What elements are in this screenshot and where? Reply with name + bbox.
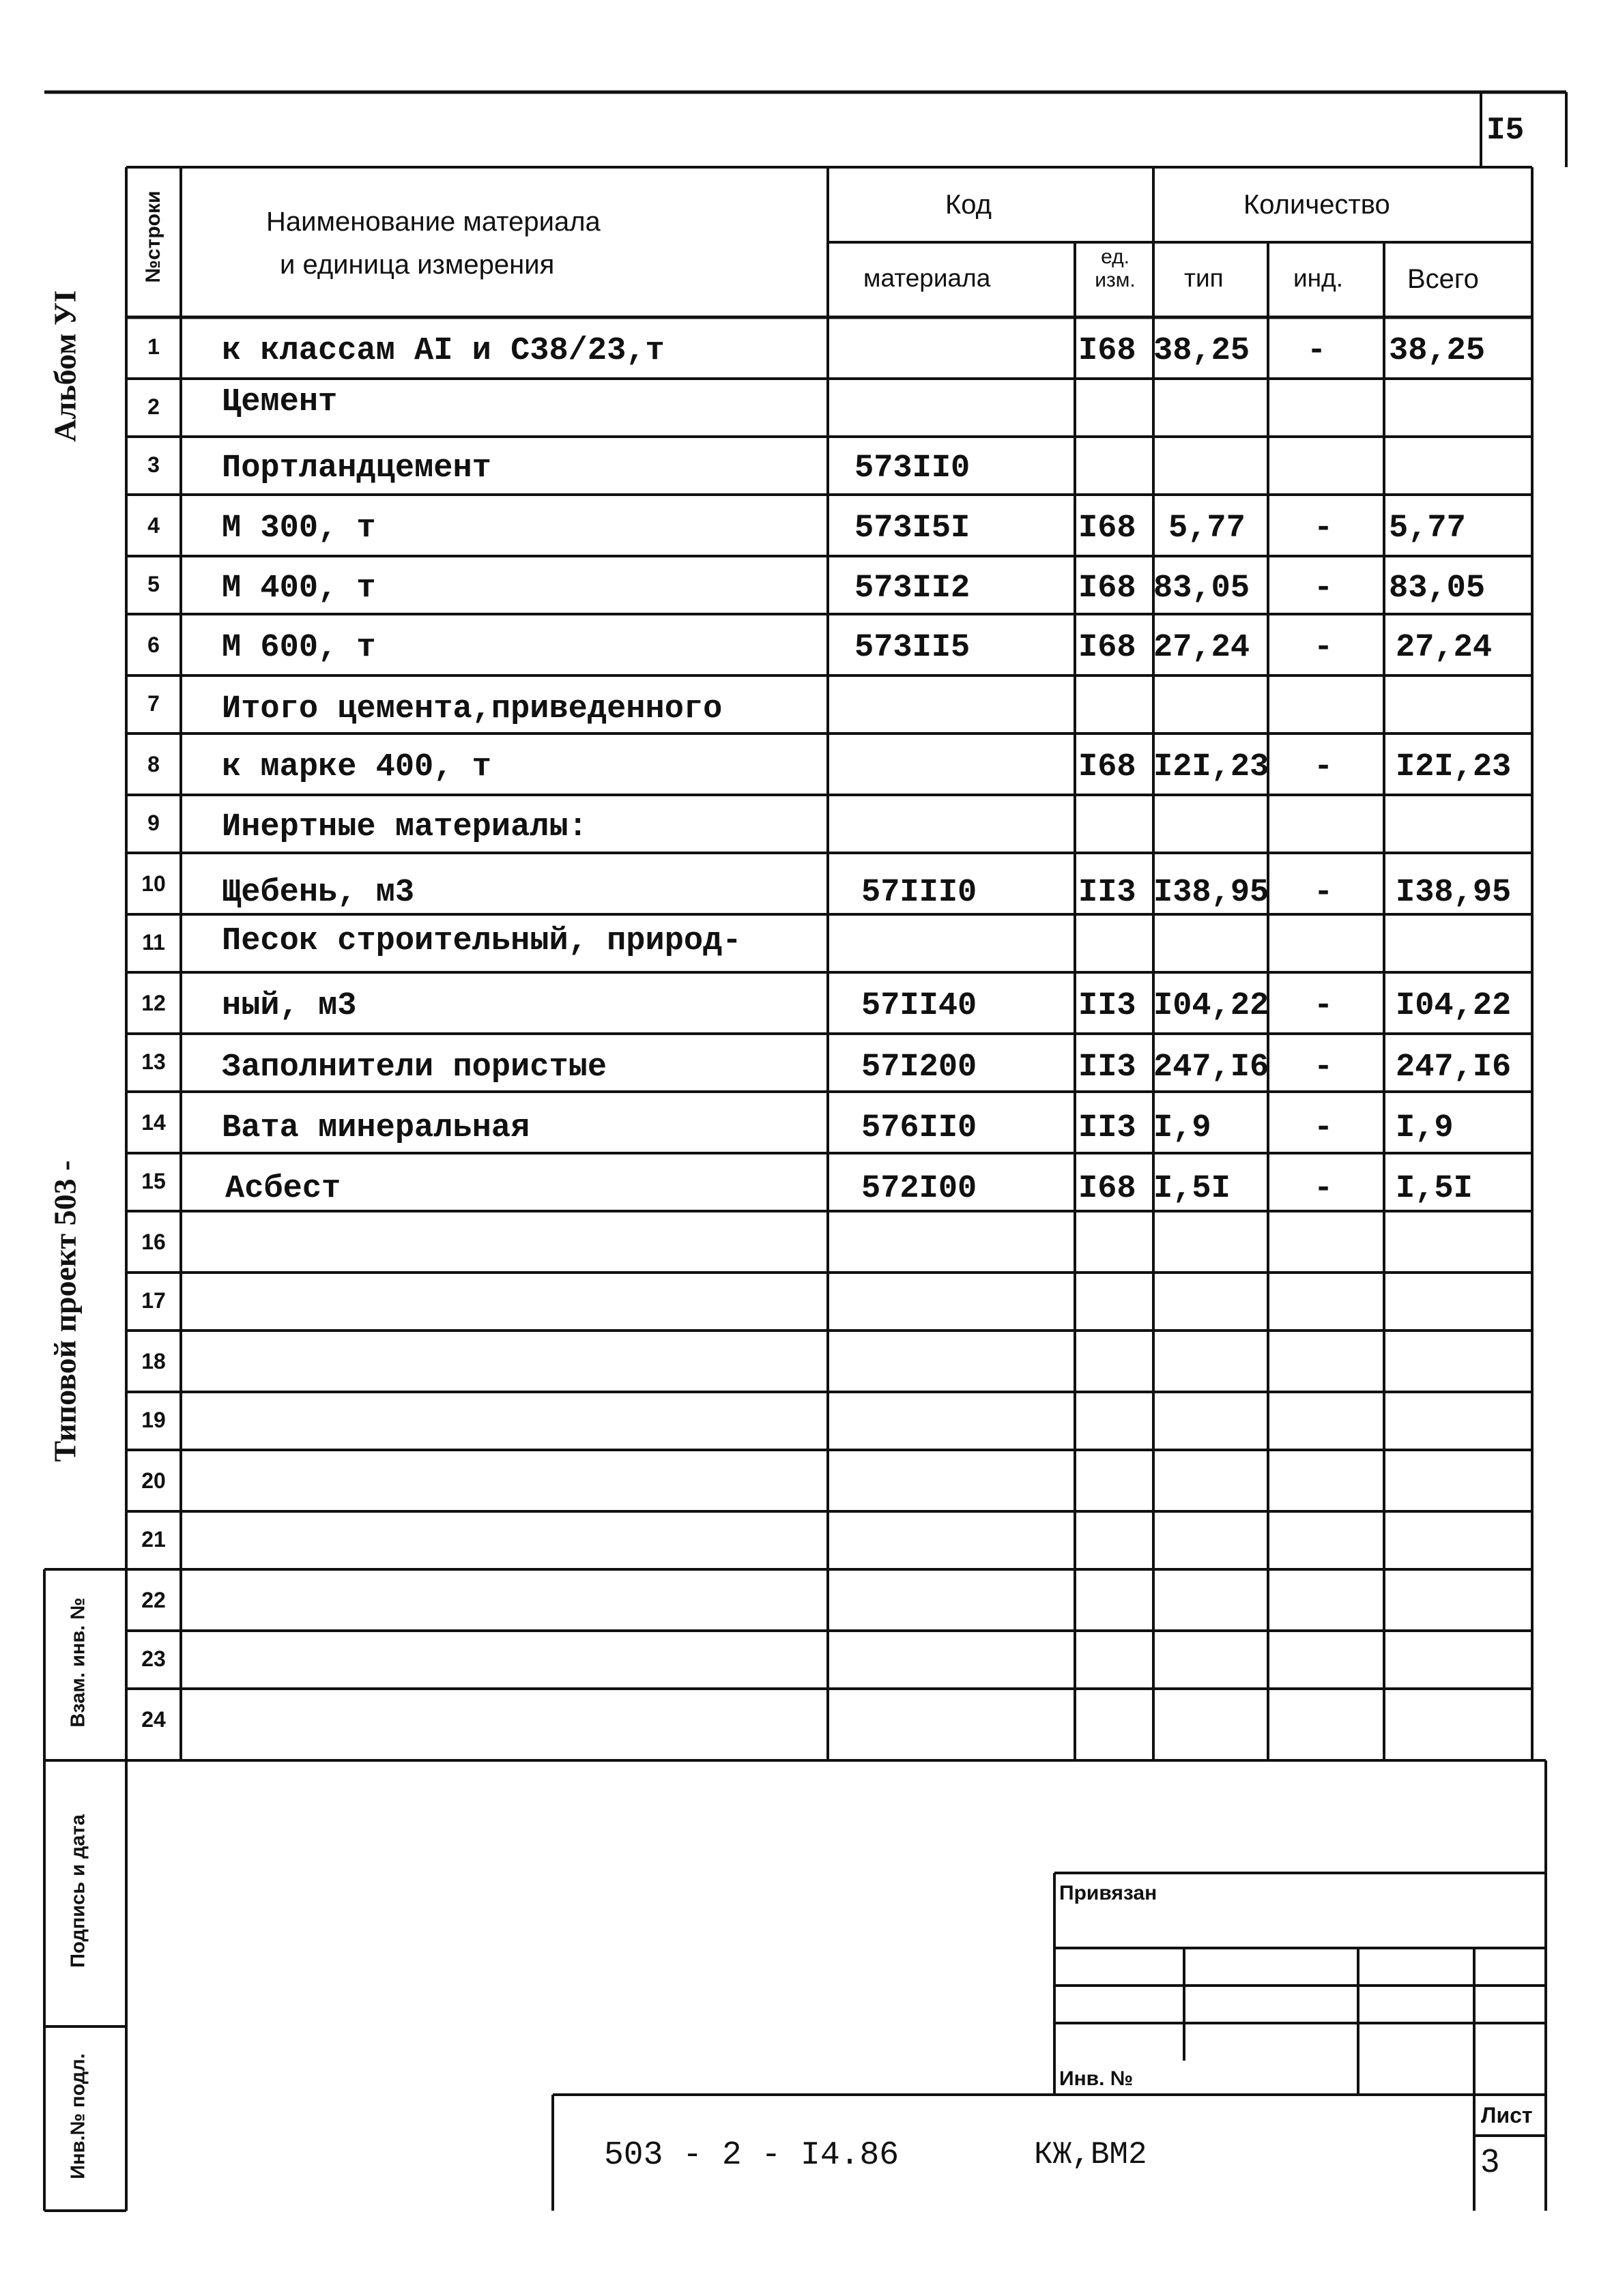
row-number: 3 <box>147 452 160 477</box>
row-type: I,9 <box>1153 1110 1211 1146</box>
sheet-value: 3 <box>1481 2143 1499 2179</box>
album-label: Альбом УI <box>47 290 83 442</box>
row-ind: - <box>1314 630 1334 666</box>
row-type: I04,22 <box>1153 988 1269 1024</box>
row-number: 14 <box>141 1110 166 1135</box>
row-name: Асбест <box>225 1171 341 1207</box>
row-number: 2 <box>147 394 160 419</box>
header-name-line2: и единица измерения <box>280 250 555 280</box>
row-number: 21 <box>141 1527 166 1552</box>
row-unit: I68 <box>1078 630 1136 666</box>
header-ind: инд. <box>1293 264 1343 292</box>
row-number: 19 <box>141 1408 166 1432</box>
row-unit: I68 <box>1078 333 1136 369</box>
header-total: Всего <box>1407 264 1479 294</box>
row-name: Портландцемент <box>222 450 491 486</box>
row-name: Инертные материалы: <box>222 809 588 845</box>
row-total: 5,77 <box>1389 510 1466 547</box>
header-type: тип <box>1184 264 1224 292</box>
row-type: I38,95 <box>1153 875 1269 911</box>
stamp-inv-original: Инв.№ подл. <box>67 2053 89 2179</box>
header-code-material: материала <box>863 264 991 292</box>
row-name: Вата минеральная <box>222 1110 530 1146</box>
row-unit: I68 <box>1078 510 1136 547</box>
row-name: Заполнители пористые <box>222 1049 607 1086</box>
row-number: 24 <box>141 1707 166 1732</box>
document-code: 503 - 2 - I4.86 <box>604 2137 899 2174</box>
row-name: к классам AI и C38/23,т <box>222 333 665 369</box>
row-number: 22 <box>141 1588 166 1612</box>
row-code: 573II5 <box>854 630 970 666</box>
row-total: 247,I6 <box>1396 1049 1512 1086</box>
row-number: 9 <box>147 811 160 835</box>
sheet-label: Лист <box>1481 2103 1533 2127</box>
row-total: 38,25 <box>1389 333 1486 369</box>
row-ind: - <box>1314 1110 1334 1146</box>
row-type: 5,77 <box>1168 510 1246 547</box>
row-code: 573I5I <box>854 510 970 547</box>
stamp-signature-date: Подпись и дата <box>67 1814 89 1968</box>
row-number: 10 <box>141 871 166 896</box>
row-ind: - <box>1314 749 1334 785</box>
row-number: 17 <box>141 1288 166 1313</box>
row-name: Песок строительный, природ- <box>222 923 742 959</box>
row-ind: - <box>1314 988 1334 1024</box>
row-total: 27,24 <box>1396 630 1493 666</box>
row-name: Щебень, м3 <box>222 875 415 911</box>
row-number: 4 <box>147 513 160 538</box>
row-code: 572I00 <box>861 1171 977 1207</box>
row-total: I38,95 <box>1396 875 1512 911</box>
header-row-number: №строки <box>142 190 164 283</box>
row-unit: II3 <box>1078 1049 1136 1086</box>
row-number: 23 <box>141 1646 166 1671</box>
row-number: 18 <box>141 1349 166 1374</box>
header-name: Наименование материала <box>266 207 601 237</box>
inv-number-label: Инв. № <box>1059 2067 1134 2090</box>
row-ind: - <box>1314 510 1334 547</box>
row-type: 83,05 <box>1153 570 1250 607</box>
row-ind: - <box>1307 333 1327 369</box>
row-number: 20 <box>141 1468 166 1493</box>
row-number: 6 <box>147 633 160 657</box>
privyazan-label: Привязан <box>1059 1882 1157 1904</box>
stamp-vzam-inv: Взам. инв. № <box>67 1597 89 1728</box>
row-unit: II3 <box>1078 875 1136 911</box>
row-total: I,9 <box>1396 1110 1454 1146</box>
row-ind: - <box>1314 1171 1334 1207</box>
row-ind: - <box>1314 1049 1334 1086</box>
project-label: Типовой проект 503 - <box>47 1160 83 1462</box>
row-ind: - <box>1314 875 1334 911</box>
row-unit: I68 <box>1078 570 1136 607</box>
row-code: 576II0 <box>861 1110 977 1146</box>
header-quantity: Количество <box>1243 190 1390 220</box>
row-unit: II3 <box>1078 988 1136 1024</box>
row-type: 247,I6 <box>1153 1049 1269 1086</box>
header-unit: ед. изм. <box>1095 246 1136 291</box>
row-number: 16 <box>141 1230 166 1254</box>
row-type: 27,24 <box>1153 630 1250 666</box>
row-unit: II3 <box>1078 1110 1136 1146</box>
row-number: 15 <box>141 1169 166 1193</box>
row-name: к марке 400, т <box>222 749 491 785</box>
row-code: 57I200 <box>861 1049 977 1086</box>
row-unit: I68 <box>1078 749 1136 785</box>
row-code: 573II2 <box>854 570 970 607</box>
row-type: I2I,23 <box>1153 749 1269 785</box>
row-number: 7 <box>147 691 160 716</box>
row-ind: - <box>1314 570 1334 607</box>
row-number: 12 <box>141 991 166 1015</box>
row-type: I,5I <box>1153 1171 1230 1207</box>
row-code: 57II40 <box>861 988 977 1024</box>
row-number: 8 <box>147 752 160 776</box>
row-name: М 300, т <box>222 510 376 547</box>
header-code: Код <box>945 190 992 220</box>
row-total: I2I,23 <box>1396 749 1512 785</box>
row-type: 38,25 <box>1153 333 1250 369</box>
row-total: I04,22 <box>1396 988 1512 1024</box>
row-total: 83,05 <box>1389 570 1486 607</box>
document-mark: КЖ,ВМ2 <box>1034 2137 1147 2173</box>
row-number: 5 <box>147 572 160 596</box>
row-name: Цемент <box>222 384 338 420</box>
row-number: 1 <box>147 334 160 359</box>
row-code: 573II0 <box>854 450 970 486</box>
row-name: М 400, т <box>222 570 376 607</box>
row-code: 57III0 <box>861 875 977 911</box>
row-name: М 600, т <box>222 630 376 666</box>
row-name: Итого цемента,приведенного <box>222 691 723 727</box>
sheet-number: I5 <box>1486 113 1525 148</box>
row-unit: I68 <box>1078 1171 1136 1207</box>
row-number: 11 <box>142 930 165 955</box>
row-total: I,5I <box>1396 1171 1473 1207</box>
row-number: 13 <box>141 1049 166 1074</box>
row-name: ный, м3 <box>222 988 357 1024</box>
